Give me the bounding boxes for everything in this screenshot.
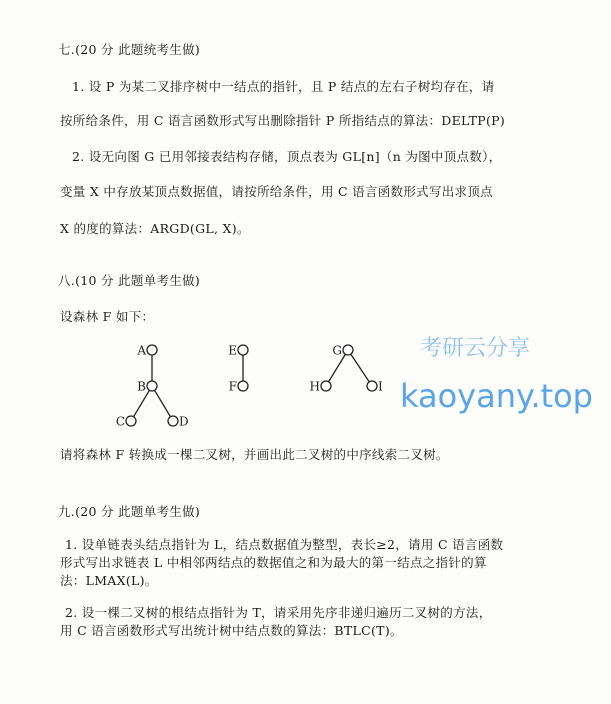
node-F [238, 381, 248, 391]
q7-p1-line1: 1. 设 P 为某二叉排序树中一结点的指针，且 P 结点的左右子树均存在，请 [72, 79, 495, 94]
q9-p2-line2: 用 C 语言函数形式写出统计树中结点数的算法：BTLC(T)。 [60, 623, 403, 638]
q9-p1-line1: 1. 设单链表头结点指针为 L，结点数据值为整型，表长≥2，请用 C 语言函数 [65, 537, 504, 552]
node-E [238, 345, 248, 355]
q7-p2-line1: 2. 设无向图 G 已用邻接表结构存储，顶点表为 GL[n]（n 为图中顶点数）， [72, 149, 502, 164]
node-label-A: A [137, 343, 146, 358]
q7-p2-line3: X 的度的算法：ARGD(GL, X)。 [60, 221, 250, 236]
q7-p2-line2: 变量 X 中存放某顶点数据值，请按所给条件，用 C 语言函数形式写出求顶点 [60, 184, 493, 199]
node-G [343, 345, 353, 355]
edge-G-I [351, 354, 369, 382]
q9-p1-line2: 形式写出求链表 L 中相邻两结点的数据值之和为最大的第一结点之指针的算 [60, 555, 487, 570]
q9-heading: 九.(20 分 此题单考生做) [58, 504, 201, 519]
node-label-C: C [115, 414, 125, 429]
node-label-G: G [332, 343, 342, 358]
q7-p1-line2: 按所给条件，用 C 语言函数形式写出删除指针 P 所指结点的算法：DELTP(P) [60, 113, 506, 128]
node-D [168, 416, 178, 426]
node-label-H: H [309, 379, 320, 394]
edge-B-C [134, 390, 150, 416]
watermark-chinese: 考研云分享 [420, 336, 531, 361]
node-label-E: E [228, 343, 237, 358]
node-H [321, 381, 331, 391]
q8-intro: 设森林 F 如下： [60, 309, 155, 324]
node-I [367, 381, 377, 391]
q9-p1-line3: 法：LMAX(L)。 [60, 573, 158, 588]
q8-heading: 八.(10 分 此题单考生做) [58, 273, 201, 288]
edge-G-H [329, 354, 346, 381]
node-label-F: F [228, 379, 237, 394]
node-A [147, 345, 157, 355]
node-label-I: I [378, 379, 383, 394]
node-C [126, 416, 136, 426]
node-B [147, 381, 157, 391]
node-label-D: D [179, 414, 189, 429]
q7-heading: 七.(20 分 此题统考生做) [58, 42, 201, 57]
edge-B-D [155, 390, 171, 416]
node-label-B: B [137, 379, 146, 394]
q9-p2-line1: 2. 设一棵二叉树的根结点指针为 T，请采用先序非递归遍历二叉树的方法， [65, 605, 492, 620]
q8-task: 请将森林 F 转换成一棵二叉树，并画出此二叉树的中序线索二叉树。 [60, 447, 449, 462]
watermark-url: kaoyany.top [400, 377, 593, 415]
